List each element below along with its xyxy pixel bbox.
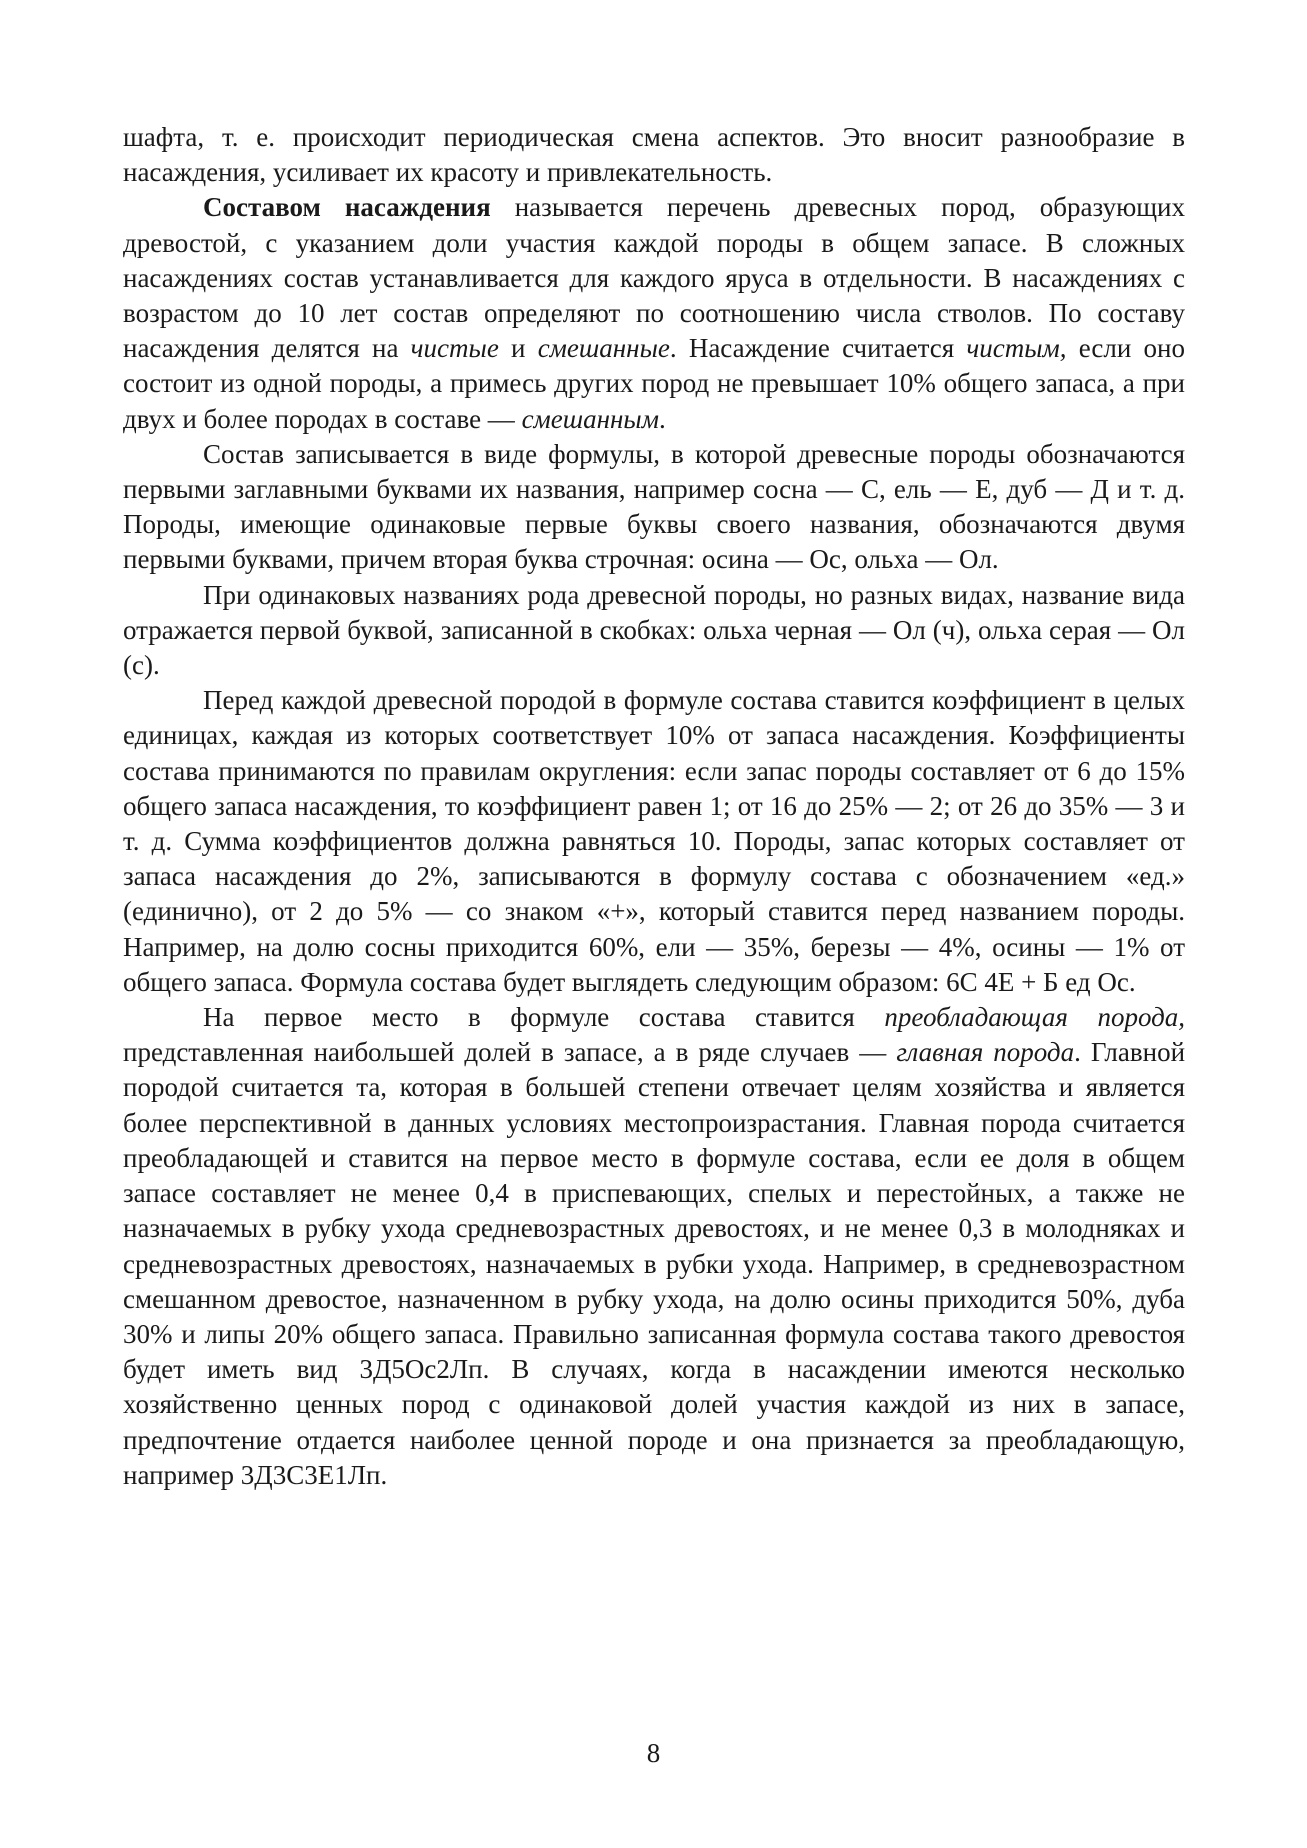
paragraph-formula [123,437,1185,578]
paragraph-dominant-species [123,1000,1185,1493]
term-italic: чистым, [966,333,1067,364]
text-segment: На первое место в формуле состава ставится [203,1002,885,1033]
text-segment: если оно состоит из одной породы, а примесь других пород не превышает 10% общего запаса, а при двух и более породах в составе — [123,333,1185,434]
term-italic: главная порода [896,1037,1075,1068]
text-segment: . Главной породой считается та, которая в большей степени отвечает целям хозяйства и является более перспективной в данных условиях местопроизрастания. Главная порода считается преобладающей и ставится на первое место в формуле состава, если ее доля в общем запасе составляет не менее 0,4 в приспевающих, спелых и перестойных, а также не назначаемых в рубку ухода средневозрастных древостоях, и не менее 0,3 в молодняках и средневозрастных древостоях, назначаемых в рубки ухода. Например, в средневозрастном смешанном древостое, назначенном в рубку ухода, на долю осины приходится 50%, дуба 30% и липы 20% общего запаса. Правильно записанная формула состава такого древостоя будет иметь вид 3Д5Ос2Лп. В случаях, когда в насаждении имеются несколько хозяйственно ценных пород с одинаковой долей участия каждой из них в запасе, предпочтение отдается наиболее ценной породе и она признается за преобладающую, например 3Д3С3Е1Лп. [123,1037,1186,1490]
paragraph-species-names [123,578,1185,684]
text-segment: называется перечень древесных пород, образующих древостой, с указанием доли участия каждой породы в общем запасе. В сложных насаждениях состав устанавливается для каждого яруса в отдельности. В насаждениях с возрастом до 10 лет состав определяют по соотношению числа стволов. По составу насаждения делятся на [123,192,1185,364]
text-segment: Состав записывается в виде формулы, в которой древесные породы обозначаются первыми заглавными буквами их названия, например сосна — С, ель — Е, дуб — Д и т. д. Породы, имеющие одинаковые первые буквы своего названия, обозначаются двумя первыми буквами, причем вторая буква строчная: осина — Ос, ольха — Ол. [123,438,1185,575]
text-segment: . Насаждение считается [669,333,967,364]
term-italic: смешанные [537,333,670,364]
term-italic: чистые [410,333,499,364]
text-segment: и [498,333,538,364]
paragraph-stand-composition [123,190,1185,436]
term-italic: преобладающая порода, [884,1002,1185,1033]
paragraph-continuation [123,120,1185,190]
text-segment: Перед каждой древесной породой в формуле состава ставится коэффициент в целых единицах, каждая из которых соответствует 10% от запаса насаждения. Коэффициенты состава принимаются по правилам округления: если запас породы составляет от 6 до 15% общего запаса насаждения, то коэффициент равен 1; от 16 до 25% — 2; от 26 до 35% — 3 и т. д. Сумма коэффициентов должна равняться 10. Породы, запас которых составляет от запаса насаждения до 2%, записываются в формулу состава с обозначением «ед.» (единично), от 2 до 5% — со знаком «+», который ставится перед названием породы. Например, на долю сосны приходится 60%, ели — 35%, березы — 4%, осины — 1% от общего запаса. Формула состава будет выглядеть следующим образом: 6С 4Е + Б ед Ос. [123,685,1185,997]
text-segment: . [658,403,666,434]
term-italic: смешанным [521,403,659,434]
page-body [123,120,1185,1493]
paragraph-coefficients [123,683,1185,1000]
term-bold: Составом насаждения [203,192,491,223]
text-segment: При одинаковых названиях рода древесной породы, но разных видах, название вида отражается первой буквой, записанной в скобках: ольха черная — Ол (ч), ольха серая — Ол (с). [123,579,1185,681]
text-segment: шафта, т. е. происходит периодическая смена аспектов. Это вносит разнообразие в насаждения, усиливает их красоту и привлекательность. [123,122,1185,188]
page-number: 8 [646,1738,661,1768]
text-segment: представленная наибольшей долей в запасе, а в ряде случаев — [123,1037,897,1068]
